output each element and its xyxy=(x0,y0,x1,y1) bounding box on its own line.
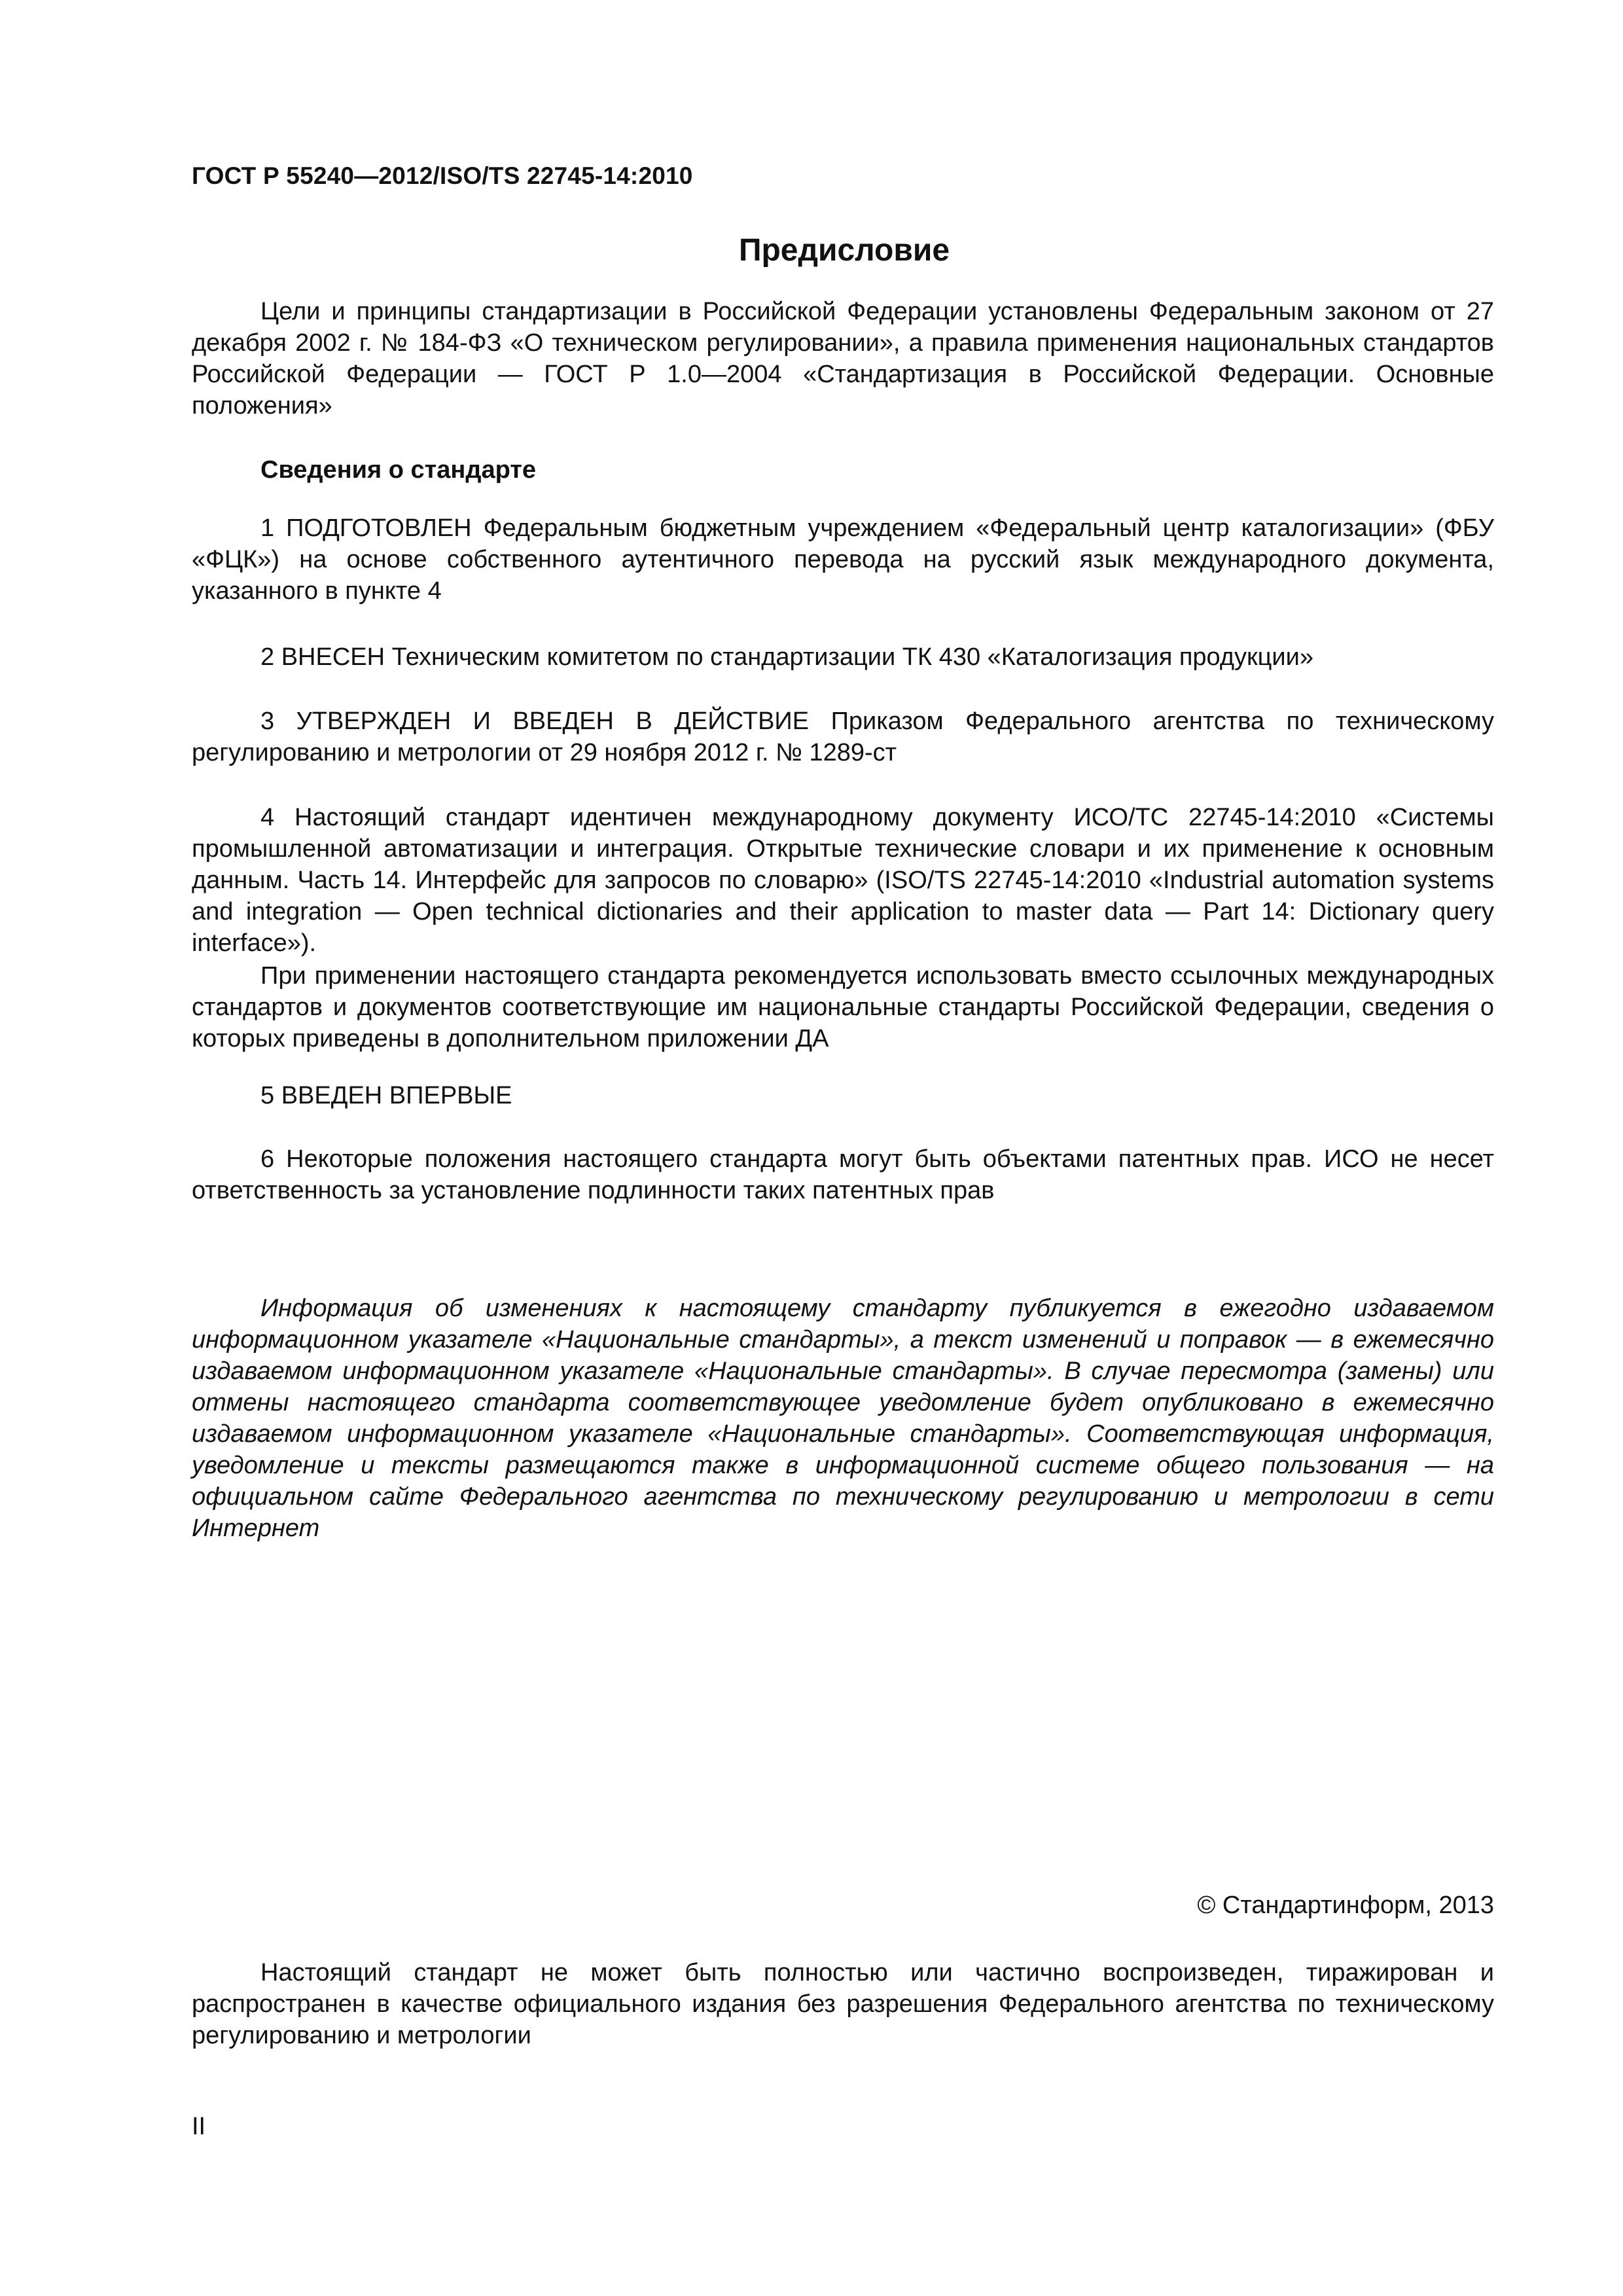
item-introduced: 2 ВНЕСЕН Техническим комитетом по стандартизации ТК 430 «Каталогизация продукции» xyxy=(260,643,1313,671)
page-title: Предисловие xyxy=(738,233,950,268)
page-number: II xyxy=(192,2113,206,2140)
item-patent-rights: 6 Некоторые положения настоящего стандарта могут быть объектами патентных прав. ИСО не несет ответственность за установление подлинности таких патентных прав xyxy=(192,1145,1494,1204)
item-first-introduced: 5 ВВЕДЕН ВПЕРВЫЕ xyxy=(260,1082,512,1109)
item-prepared: 1 ПОДГОТОВЛЕН Федеральным бюджетным учреждением «Федеральный центр каталогизации» (ФБУ «ФЦК») на основе собственного аутентичного перевода на русский язык международного документа, указанного в пункте 4 xyxy=(192,514,1494,605)
reproduction-restriction: Настоящий стандарт не может быть полностью или частично воспроизведен, тиражирован и распространен в качестве официального издания без разрешения Федерального агентства по техническому регулированию и метрологии xyxy=(192,1959,1494,2049)
copyright-line: © Стандартинформ, 2013 xyxy=(1197,1892,1494,1919)
changes-notice: Информация об изменениях к настоящему стандарту публикуется в ежегодно издаваемом информационном указателе «Национальные стандарты», а текст изменений и поправок — в ежемесячно издаваемом информационном указателе «Национальные стандарты». В случае пересмотра (замены) или отмены настоящего стандарта соответствующее уведомление будет опубликовано в ежемесячно издаваемом информационном указателе «Национальные стандарты». Соответствующая информация, уведомление и тексты размещаются также в информационной системе общего пользования — на официальном сайте Федерального агентства по техническому регулированию и метрологии в сети Интернет xyxy=(192,1295,1494,1542)
item-approved: 3 УТВЕРЖДЕН И ВВЕДЕН В ДЕЙСТВИЕ Приказом Федерального агентства по техническому регулированию и метрологии от 29 ноября 2012 г. № 1289-ст xyxy=(192,708,1494,766)
section-subheading: Сведения о стандарте xyxy=(260,456,537,484)
preface-intro: Цели и принципы стандартизации в Российской Федерации установлены Федеральным законом от 27 декабря 2002 г. № 184-ФЗ «О техническом регулировании», а правила применения национальных стандартов Российской Федерации — ГОСТ Р 1.0—2004 «Стандартизация в Российской Федерации. Основные положения» xyxy=(192,298,1494,420)
item-identical: 4 Настоящий стандарт идентичен международному документу ИСО/ТС 22745-14:2010 «Системы промышленной автоматизации и интеграция. Открытые технические словари и их применение к основным данным. Часть 14. Интерфейс для запросов по словарю» (ISO/TS 22745-14:2010 «Industrial automation systems and integration — Open technical dictionaries and their application to master data — Part 14: Dictionary query interface»). xyxy=(192,804,1494,957)
item-recommendation: При применении настоящего стандарта рекомендуется использовать вместо ссылочных международных стандартов и документов соответствующие им национальные стандарты Российской Федерации, сведения о которых приведены в дополнительном приложении ДА xyxy=(192,962,1494,1052)
document-identifier: ГОСТ Р 55240—2012/ISO/TS 22745-14:2010 xyxy=(192,162,693,189)
